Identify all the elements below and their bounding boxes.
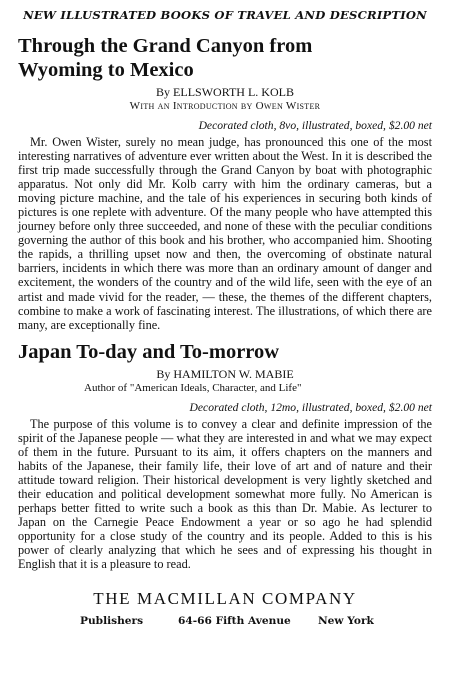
publisher-street-address: 64-66 Fifth Avenue bbox=[178, 615, 291, 628]
publishers-label: Publishers bbox=[80, 615, 144, 628]
book-title-line-2: Wyoming to Mexico bbox=[18, 59, 194, 81]
book-title-line-1: Through the Grand Canyon from bbox=[18, 35, 313, 57]
byline-text: By HAMILTON W. MABIE bbox=[156, 366, 294, 381]
book-byline bbox=[18, 367, 432, 381]
book-description bbox=[18, 135, 432, 332]
series-heading: NEW ILLUSTRATED BOOKS OF TRAVEL AND DESCRIPTION bbox=[23, 8, 427, 22]
byline-text: By ELLSWORTH L. KOLB bbox=[156, 85, 294, 99]
publisher-city: New York bbox=[318, 615, 374, 628]
publisher-name: THE MACMILLAN COMPANY bbox=[93, 589, 357, 609]
book-introduction-credit: With an Introduction by Owen Wister bbox=[129, 100, 321, 112]
book-byline bbox=[18, 85, 432, 99]
book-listing-kolb bbox=[18, 34, 432, 332]
book-title: Japan To-day and To-morrow bbox=[18, 340, 280, 363]
description-paragraph: Mr. Owen Wister, surely no mean judge, has pronounced this one of the most interesting narratives of adventure ever written about the West. In it is described the first trip made successfully through the Grand Canyon by boat with photographic apparatus. Not only did Mr. Kolb carry with him the ordinary cameras, but a moving picture machine, and the tale of his experiences in securing both kinds of pictures is one replete with adventure. Of the many people who have attempted this journey before only three succeeded, and none of these with the peculiar conditions governing the author of this book and his brother, who accompanied him. Shooting the rapids, a thrilling upset now and then, the overcoming of obstinate natural barriers, incidents in which there was more than an ordinary amount of danger and excitement, the wonders of the country and of the wild life, seen with the eye of an artist and made vivid for the reader, — these, the themes of the different chapters, combine to make a work of fascinating interest. The illustrations, of which there are many, are exceptionally fine. bbox=[18, 135, 432, 332]
book-price: Decorated cloth, 8vo, illustrated, boxed, $2.00 net bbox=[198, 119, 432, 132]
advertisement-page bbox=[18, 0, 432, 631]
book-title bbox=[18, 34, 432, 82]
book-author-credit: Author of "American Ideals, Character, and Life" bbox=[84, 381, 302, 394]
book-description bbox=[18, 417, 432, 572]
book-listing-mabie bbox=[18, 340, 432, 572]
description-paragraph: The purpose of this volume is to convey a clear and definite impression of the spirit of the Japanese people — what they are interested in and what we may expect of them in the future. Pursuant to its aim, it offers chapters on the manners and habits of the Japanese, their family life, their love of art and of nature and their attitude toward religion. Their historical development is very lightly sketched and their education and political development somewhat more fully. No American is perhaps better fitted to write such a book as this than Dr. Mabie. As lecturer to Japan on the Carnegie Peace Endowment a year or so ago he had splendid opportunity for a close study of the country and its people. Added to this is his power of clearly analyzing that which he sees and of expressing his thought in English that it is a pleasure to read. bbox=[18, 416, 432, 572]
book-price: Decorated cloth, 12mo, illustrated, boxed, $2.00 net bbox=[189, 400, 432, 414]
publisher-address-row bbox=[18, 615, 432, 631]
